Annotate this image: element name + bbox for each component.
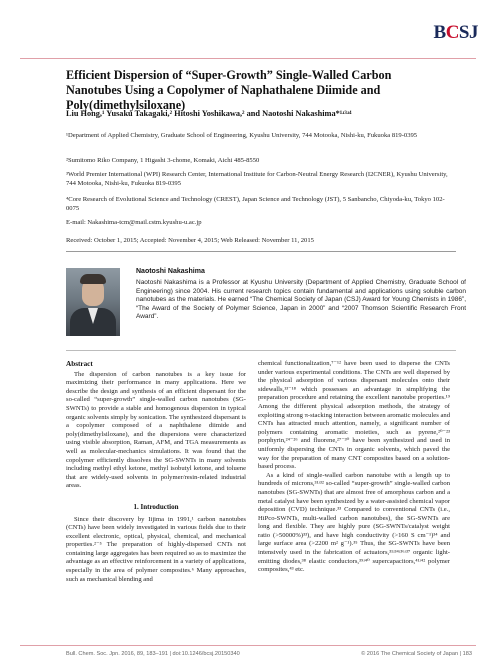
footer-rule [20,645,476,646]
contact-email[interactable]: E-mail: Nakashima-tcm@mail.cstm.kyushu-u.ac.jp [66,219,202,226]
divider-rule [66,251,456,252]
affiliation-2: ²Sumitomo Riko Company, 1 Higashi 3-chome, Komaki, Aichi 485-8550 [66,157,260,164]
author-list: Liu Hong,¹ Yusaku Takagaki,² Hitoshi Yoshikawa,² and Naotoshi Nakashima*¹ʴ³ʴ⁴ [66,109,352,118]
introduction-heading: 1. Introduction [133,502,179,511]
article-title: Efficient Dispersion of “Super-Growth” Single-Walled Carbon Nanotubes Using a Copolymer of Naphathalene Diimide and Poly(dimethylsiloxane) [66,68,392,112]
affiliation-3: ³World Premier International (WPI) Research Center, International Institute for Carbon-Neutral Energy Research (I2CNER), Kyushu University, 744 Motooka, Nishi-ku, Fukuoka 819-0395 [66,171,448,187]
introduction-text-right-1: chemical functionalization,⁷⁻¹² have been used to disperse the CNTs under various experimental conditions. The CNTs are well dispersed by the physical adsorption of various dispersant molecules onto their sidewalls,¹³⁻¹⁸ which possesses an advantage in simplifying the preparation procedure and retaining the excellent nanotube properties.¹⁹ Among the different physical adsorption methods, the strategy of exploiting strong π-stacking interaction between aromatic molecules and CNTs has attracted much attention, namely, a significant number of polymers containing aromatic moieties, such as pyrene,²⁰⁻²³ porphyrin,²⁴⁻²⁶ and fluorene,²⁷⁻³⁰ have been synthesized and used in uniformly dispersing the CNTs in organic solvents, which paved the way for the preparation of many CNT composites based on a solution-based process. [258,360,450,471]
abstract-text: The dispersion of carbon nanotubes is a key issue for maximizing their performance in many applications. Here we describe the design and synthesis of an efficient dispersant for the so-called “super-growth” single-walled carbon nanotubes (SG-SWNTs) to provide a stable and homogenous dispersion in typical organic solvents simply by sonication. The synthesized dispersant is a copolymer composed of a naphthalene diimide and poly(dimethylsiloxane), and the dispersions were characterized using visible absorption, Raman, AFM, and TGA measurements as well as molecular-mechanics simulations. It was found that the copolymer efficiently dissolves the SG-SWNTs in many solvents including methyl ethyl ketone, methyl isobutyl ketone, and toluene that are widely-used solvents in polymer/resin-related industrial areas. [66,370,246,490]
received-dates: Received: October 1, 2015; Accepted: November 4, 2015; Web Released: November 11, 2015 [66,237,314,244]
introduction-text-left: Since their discovery by Iijima in 1991,¹ carbon nanotubes (CNTs) have been widely investigated in various fields due to their excellent electronic, optical, physical, chemical, and mechanical properties.²⁻⁵ The preparation of highly-dispersed CNTs not containing large aggregates has been required so as to maximize the advantage as an effective reinforcement in a variety of applications, especially in the area of polymer composites.⁶ Many approaches, such as mechanical blending and [66,515,246,583]
logo-mark: BCSJ [433,22,478,43]
introduction-text-right-2: As a kind of single-walled carbon nanotube with a length up to hundreds of microns,³¹ʴ³² so-called “super-growth” single-walled carbon nanotubes (SG-SWNTs) that are almost free of amorphous carbon and a metal catalyst have been synthesized by a water-assisted chemical vapor deposition (CVD) technique.³³ Compared to conventional CNTs (i.e., HiPco-SWNTs, multi-walled carbon nanotubes), the SG-SWNTs are long and flexible. They are highly pure (SG-SWNTs/catalyst weight ratio (>50000%)³³), and have high conductivity (>160 S cm⁻¹)³⁴ and large surface area (>2200 m² g⁻¹).³⁵ Thus, the SG-SWNTs have been intensively used in the fabrication of actuators,³¹ʴ³⁴ʴ³⁶ʴ³⁷ organic light-emitting diodes,³⁸ elastic conductors,³⁹ʴ⁴⁰ supercapacitors,⁴¹ʴ⁴² polymer composites,⁴³ etc. [258,471,450,574]
abstract-heading: Abstract [66,360,93,368]
affiliation-1: ¹Department of Applied Chemistry, Graduate School of Engineering, Kyushu University, 744 Motooka, Nishi-ku, Fukuoka 819-0395 [66,132,418,139]
journal-logo [434,22,479,44]
right-column [258,360,450,575]
bio-divider [66,350,456,351]
affiliation-4: ⁴Core Research of Evolutional Science and Technology (CREST), Japan Science and Technology (JST), 5 Sanbancho, Chiyoda-ku, Tokyo 102-0075 [66,196,445,212]
bio-name: Naotoshi Nakashima [136,268,205,275]
bio-text: Naotoshi Nakashima is a Professor at Kyushu University (Department of Applied Chemistry, Graduate School of Engineering) since 2004. His current research topics contain fundamental and applications using soluble carbon nanotubes as the materials. He earned “The Chemical Society of Japan (CSJ) Award for Young Chemists in 1986”, “The Award of the Society of Polymer Science, Japan in 2000” and “2007 Thomson Scientific Research Front Award”. [136,279,466,320]
author-photo [66,268,120,336]
header-rule [20,58,476,59]
footer-copyright: © 2016 The Chemical Society of Japan | 183 [361,651,472,657]
left-column [66,360,246,584]
footer-citation: Bull. Chem. Soc. Jpn. 2016, 89, 183–191 | doi:10.1246/bcsj.20150340 [66,651,240,657]
